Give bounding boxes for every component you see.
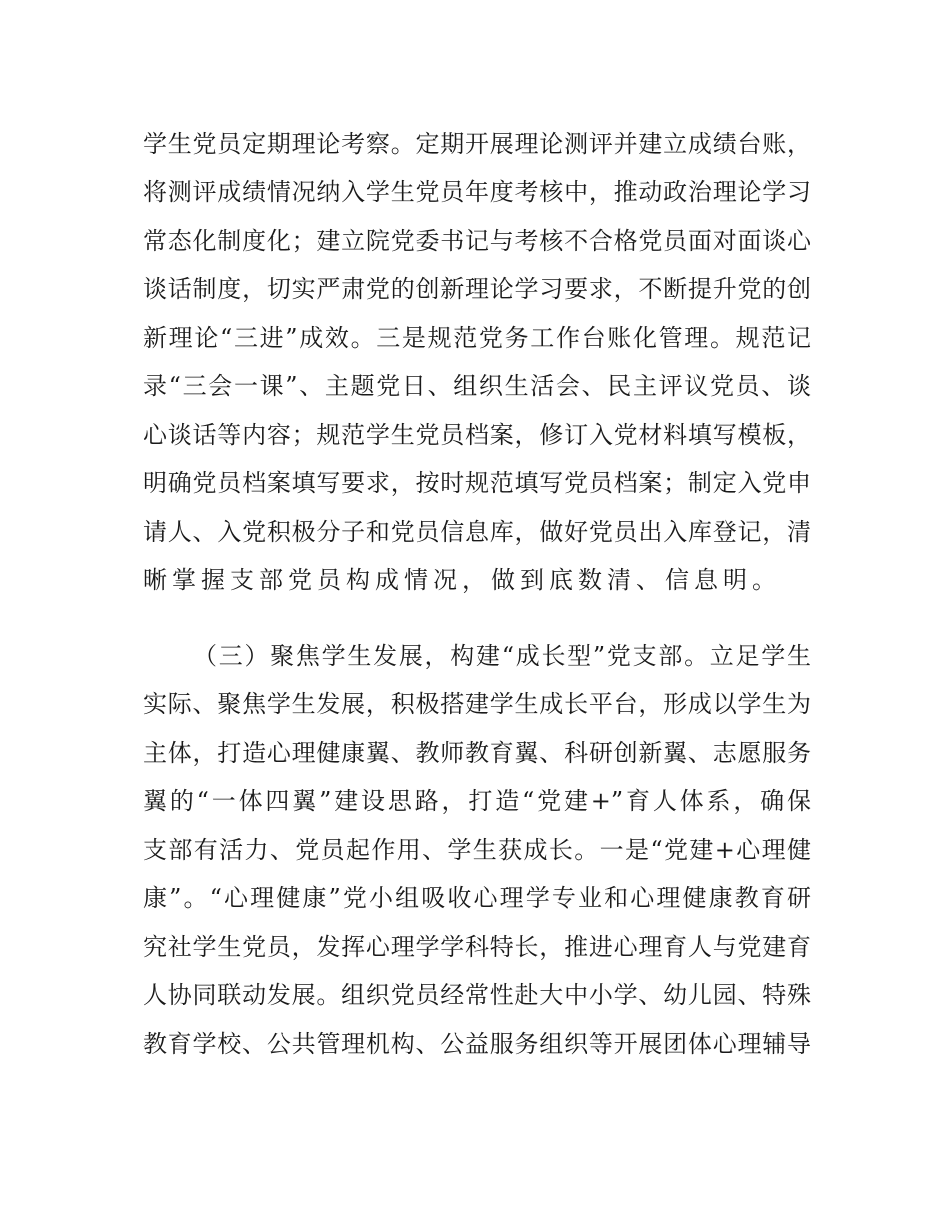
text-line: 教育学校、公共管理机构、公益服务组织等开展团体心理辅导 — [143, 1030, 811, 1058]
text-line: 晰掌握支部党员构成情况，做到底数清、信息明。 — [143, 566, 781, 594]
text-line: 新理论“三进”成效。三是规范党务工作台账化管理。规范记 — [143, 324, 811, 352]
text-line: 实际、聚焦学生发展，积极搭建学生成长平台，形成以学生为 — [143, 690, 811, 718]
text-line: 常态化制度化；建立院党委书记与考核不合格党员面对面谈心 — [143, 227, 811, 255]
text-line: 谈话制度，切实严肃党的创新理论学习要求，不断提升党的创 — [143, 275, 811, 303]
text-line: 人协同联动发展。组织党员经常性赴大中小学、幼儿园、特殊 — [143, 981, 811, 1009]
text-line: （三）聚焦学生发展，构建“成长型”党支部。立足学生 — [193, 642, 811, 670]
text-line: 学生党员定期理论考察。定期开展理论测评并建立成绩台账， — [143, 130, 811, 158]
text-line: 请人、入党积极分子和党员信息库，做好党员出入库登记，清 — [143, 518, 811, 546]
text-line: 录“三会一课”、主题党日、组织生活会、民主评议党员、谈 — [143, 372, 811, 400]
text-line: 明确党员档案填写要求，按时规范填写党员档案；制定入党申 — [143, 469, 811, 497]
text-line: 康”。“心理健康”党小组吸收心理学专业和心理健康教育研 — [143, 884, 811, 912]
text-line: 翼的“一体四翼”建设思路，打造“党建+”育人体系，确保 — [143, 787, 811, 815]
text-line: 心谈话等内容；规范学生党员档案，修订入党材料填写模板， — [143, 421, 811, 449]
text-line: 将测评成绩情况纳入学生党员年度考核中，推动政治理论学习 — [143, 178, 811, 206]
text-line: 支部有活力、党员起作用、学生获成长。一是“党建+心理健 — [143, 836, 811, 864]
text-line: 究社学生党员，发挥心理学学科特长，推进心理育人与党建育 — [143, 933, 811, 961]
text-line: 主体，打造心理健康翼、教师教育翼、科研创新翼、志愿服务 — [143, 739, 811, 767]
